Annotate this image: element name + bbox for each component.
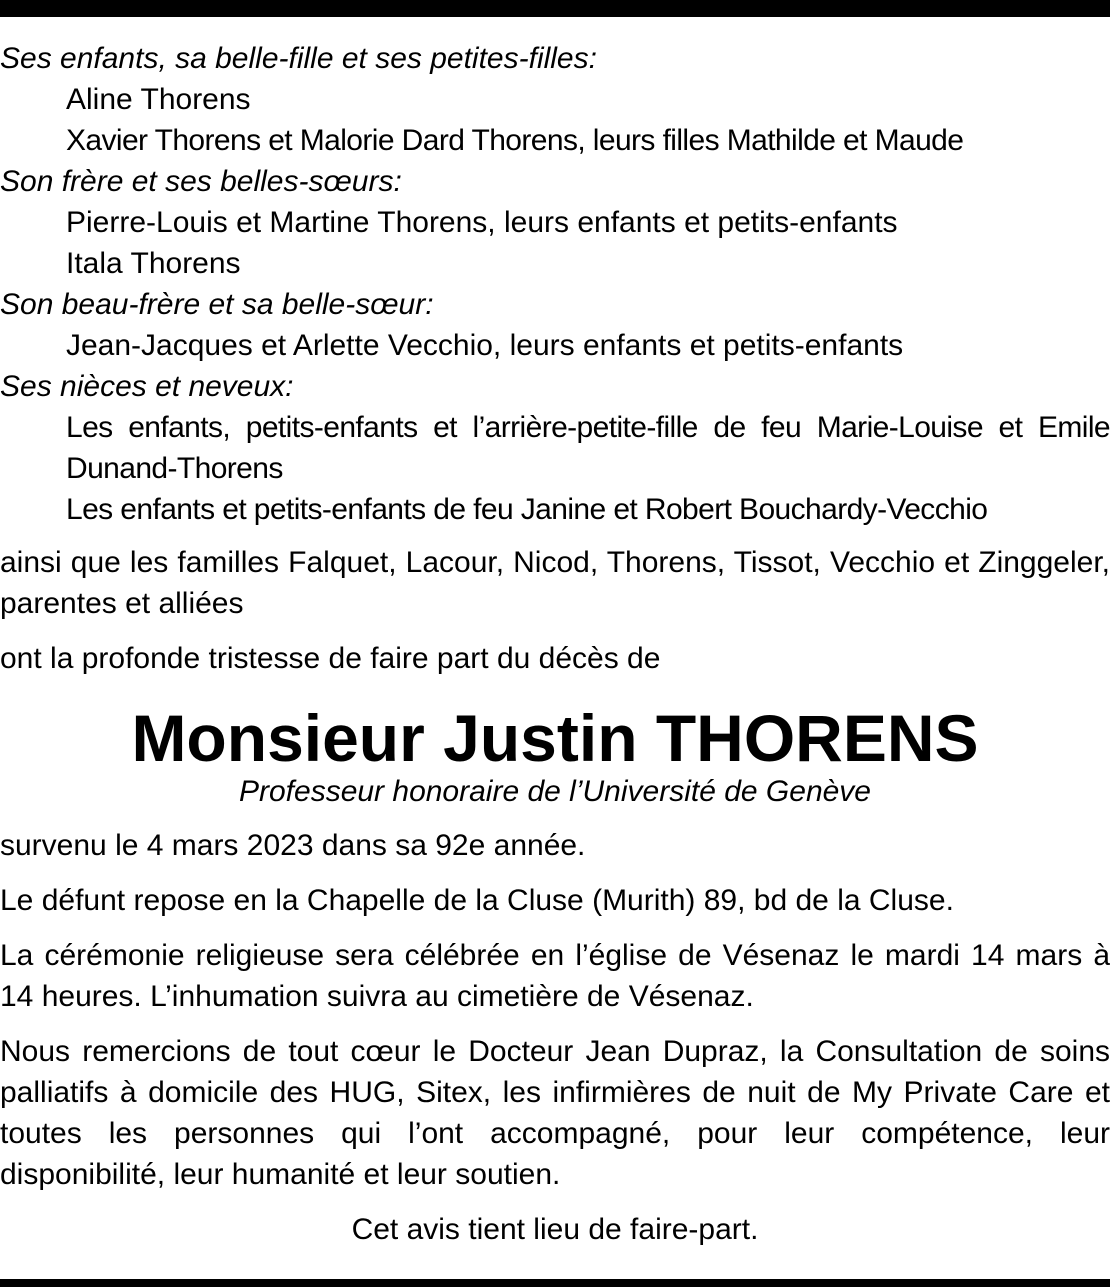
family-member: Les enfants, petits-enfants et l’arrière-petite-fille de feu Marie-Louise et Emile Dunand-Thorens — [66, 411, 1110, 485]
family-member: Pierre-Louis et Martine Thorens, leurs enfants et petits-enfants — [66, 206, 898, 239]
family-group-children — [0, 38, 1110, 161]
deceased-title: Professeur honoraire de l’Université de Genève — [238, 775, 871, 808]
obituary-notice — [0, 38, 1110, 1250]
family-group-title: Ses nièces et neveux: — [0, 370, 294, 403]
announcement-text: ont la profonde tristesse de faire part du décès de — [0, 642, 661, 675]
rest-location-text: Le défunt repose en la Chapelle de la Cluse (Murith) 89, bd de la Cluse. — [0, 884, 954, 917]
top-border-rule — [0, 0, 1110, 17]
closing-text: Cet avis tient lieu de faire-part. — [351, 1213, 759, 1246]
death-date-text: survenu le 4 mars 2023 dans sa 92e année. — [0, 829, 586, 862]
family-group-title: Son frère et ses belles-sœurs: — [0, 165, 402, 198]
family-member: Xavier Thorens et Malorie Dard Thorens, leurs filles Mathilde et Maude — [66, 124, 964, 157]
deceased-name: Monsieur Justin THORENS — [131, 701, 979, 775]
family-member: Aline Thorens — [66, 83, 251, 116]
family-member: Jean-Jacques et Arlette Vecchio, leurs enfants et petits-enfants — [66, 329, 904, 362]
bottom-border-rule — [0, 1279, 1110, 1287]
family-group-siblings — [0, 161, 1110, 284]
family-member: Les enfants et petits-enfants de feu Janine et Robert Bouchardy-Vecchio — [66, 493, 988, 526]
ceremony-text: La cérémonie religieuse sera célébrée en l’église de Vésenaz le mardi 14 mars à 14 heures. L’inhumation suivra au cimetière de Vésenaz. — [0, 939, 1110, 1013]
family-group-title: Son beau-frère et sa belle-sœur: — [0, 288, 434, 321]
family-group-title: Ses enfants, sa belle-fille et ses petites-filles: — [0, 42, 597, 75]
family-group-nieces-nephews — [0, 366, 1110, 530]
other-families-text: ainsi que les familles Falquet, Lacour, Nicod, Thorens, Tissot, Vecchio et Zinggeler, parentes et alliées — [0, 546, 1110, 620]
thanks-text: Nous remercions de tout cœur le Docteur Jean Dupraz, la Consultation de soins palliatifs à domicile des HUG, Sitex, les infirmières de nuit de My Private Care et toutes les personnes qui l’ont accompagné, pour leur compétence, leur disponibilité, leur humanité et leur soutien. — [0, 1035, 1110, 1191]
family-group-in-laws — [0, 284, 1110, 366]
family-member: Itala Thorens — [66, 247, 241, 280]
